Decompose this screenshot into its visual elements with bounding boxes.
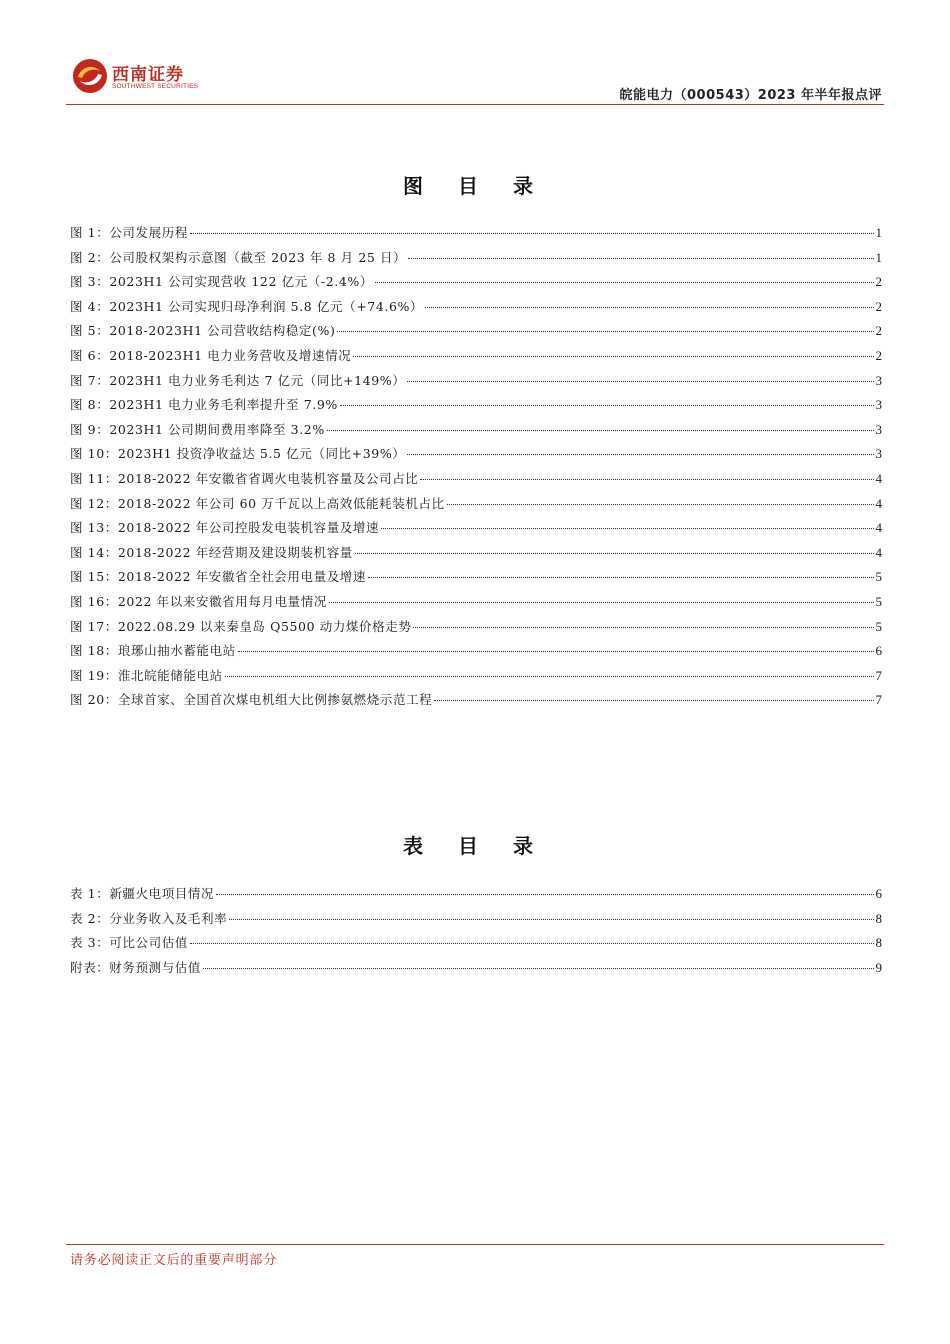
toc-entry-label: 图 5：2018-2023H1 公司营收结构稳定(%) bbox=[70, 323, 336, 339]
toc-entry-label: 图 3：2023H1 公司实现营收 122 亿元（-2.4%） bbox=[70, 274, 373, 290]
figures-toc-list bbox=[70, 221, 882, 713]
dot-leader bbox=[216, 893, 873, 895]
dot-leader bbox=[340, 404, 874, 406]
table-toc-entry[interactable] bbox=[70, 956, 882, 981]
dot-leader bbox=[407, 453, 873, 455]
toc-entry-label: 附表：财务预测与估值 bbox=[70, 959, 202, 975]
toc-entry-label: 图 4：2023H1 公司实现归母净利润 5.8 亿元（+74.6%） bbox=[70, 298, 424, 314]
toc-page-number: 8 bbox=[875, 910, 882, 926]
toc-page-number: 4 bbox=[875, 544, 882, 560]
toc-page-number: 7 bbox=[875, 692, 882, 708]
dot-leader bbox=[408, 257, 873, 259]
dot-leader bbox=[353, 355, 873, 357]
dot-leader bbox=[329, 601, 874, 603]
toc-entry-label: 图 1：公司发展历程 bbox=[70, 225, 188, 240]
toc-page-number: 2 bbox=[875, 347, 882, 363]
dot-leader bbox=[434, 699, 873, 701]
dot-leader bbox=[381, 527, 873, 529]
toc-page-number: 1 bbox=[875, 225, 882, 240]
toc-page-number: 1 bbox=[875, 249, 882, 265]
figure-toc-entry[interactable] bbox=[70, 246, 882, 271]
toc-page-number: 5 bbox=[875, 593, 882, 609]
toc-page-number: 2 bbox=[875, 323, 882, 339]
toc-entry-label: 图 15：2018-2022 年安徽省全社会用电量及增速 bbox=[70, 569, 366, 585]
toc-entry-label: 图 19：淮北皖能储能电站 bbox=[70, 667, 223, 683]
dot-leader bbox=[355, 552, 874, 554]
figure-toc-entry[interactable] bbox=[70, 615, 882, 640]
toc-page-number: 3 bbox=[875, 421, 882, 437]
toc-page-number: 3 bbox=[875, 397, 882, 413]
toc-entry-label: 表 1：新疆火电项目情况 bbox=[70, 886, 215, 901]
figure-toc-entry[interactable] bbox=[70, 639, 882, 664]
figure-toc-entry[interactable] bbox=[70, 344, 882, 369]
tables-toc-title: 表 目 录 bbox=[403, 834, 547, 858]
figure-toc-entry[interactable] bbox=[70, 541, 882, 566]
dot-leader bbox=[420, 478, 873, 480]
dot-leader bbox=[375, 281, 874, 283]
toc-page-number: 4 bbox=[875, 520, 882, 536]
logo-english-name: SOUTHWEST SECURITIES bbox=[112, 83, 199, 90]
dot-leader bbox=[190, 942, 874, 944]
figure-toc-entry[interactable] bbox=[70, 467, 882, 492]
table-toc-entry[interactable] bbox=[70, 882, 882, 907]
toc-entry-label: 图 16：2022 年以来安徽省用每月电量情况 bbox=[70, 593, 327, 609]
figure-toc-entry[interactable] bbox=[70, 565, 882, 590]
footer-divider bbox=[66, 1244, 884, 1245]
figure-toc-entry[interactable] bbox=[70, 369, 882, 394]
figure-toc-entry[interactable] bbox=[70, 492, 882, 517]
figure-toc-entry[interactable] bbox=[70, 688, 882, 713]
dot-leader bbox=[413, 626, 873, 628]
report-title: 皖能电力（000543）2023 年半年报点评 bbox=[619, 88, 882, 103]
logo-chinese-name: 西南证券 bbox=[112, 65, 184, 85]
dot-leader bbox=[225, 675, 874, 677]
toc-page-number: 9 bbox=[875, 959, 882, 975]
toc-page-number: 5 bbox=[875, 618, 882, 634]
toc-entry-label: 图 20：全球首家、全国首次煤电机组大比例掺氨燃烧示范工程 bbox=[70, 692, 433, 708]
toc-entry-label: 图 13：2018-2022 年公司控股发电装机容量及增速 bbox=[70, 520, 380, 536]
dot-leader bbox=[229, 918, 873, 920]
toc-entry-label: 表 3：可比公司估值 bbox=[70, 935, 188, 951]
toc-page-number: 2 bbox=[875, 298, 882, 314]
figure-toc-entry[interactable] bbox=[70, 221, 882, 246]
dot-leader bbox=[407, 380, 873, 382]
figure-toc-entry[interactable] bbox=[70, 295, 882, 320]
figure-toc-entry[interactable] bbox=[70, 319, 882, 344]
toc-entry-label: 图 9：2023H1 公司期间费用率降至 3.2% bbox=[70, 421, 325, 437]
toc-page-number: 3 bbox=[875, 372, 882, 388]
toc-page-number: 3 bbox=[875, 446, 882, 462]
dot-leader bbox=[327, 429, 874, 431]
toc-entry-label: 表 2：分业务收入及毛利率 bbox=[70, 910, 228, 926]
table-toc-entry[interactable] bbox=[70, 907, 882, 932]
figure-toc-entry[interactable] bbox=[70, 442, 882, 467]
figure-toc-entry[interactable] bbox=[70, 393, 882, 418]
table-toc-entry[interactable] bbox=[70, 931, 882, 956]
dot-leader bbox=[368, 576, 874, 578]
dot-leader bbox=[447, 503, 874, 505]
figure-toc-entry[interactable] bbox=[70, 270, 882, 295]
toc-entry-label: 图 11：2018-2022 年安徽省省调火电装机容量及公司占比 bbox=[70, 470, 419, 486]
toc-entry-label: 图 7：2023H1 电力业务毛利达 7 亿元（同比+149%） bbox=[70, 372, 406, 388]
dot-leader bbox=[190, 232, 874, 234]
logo-icon bbox=[72, 58, 108, 94]
company-logo bbox=[72, 58, 222, 98]
tables-toc-list bbox=[70, 882, 882, 980]
toc-page-number: 6 bbox=[875, 643, 882, 659]
toc-entry-label: 图 8：2023H1 电力业务毛利率提升至 7.9% bbox=[70, 397, 338, 413]
dot-leader bbox=[238, 650, 874, 652]
toc-page-number: 6 bbox=[875, 886, 882, 901]
header-divider bbox=[66, 104, 884, 105]
toc-page-number: 5 bbox=[875, 569, 882, 585]
dot-leader bbox=[425, 306, 873, 308]
figure-toc-entry[interactable] bbox=[70, 664, 882, 689]
toc-entry-label: 图 2：公司股权架构示意图（截至 2023 年 8 月 25 日） bbox=[70, 249, 407, 265]
figure-toc-entry[interactable] bbox=[70, 516, 882, 541]
toc-page-number: 8 bbox=[875, 935, 882, 951]
page-header bbox=[0, 0, 950, 110]
toc-page-number: 4 bbox=[875, 495, 882, 511]
toc-entry-label: 图 17：2022.08.29 以来秦皇岛 Q5500 动力煤价格走势 bbox=[70, 618, 412, 634]
toc-entry-label: 图 6：2018-2023H1 电力业务营收及增速情况 bbox=[70, 347, 352, 363]
toc-page-number: 7 bbox=[875, 667, 882, 683]
figure-toc-entry[interactable] bbox=[70, 418, 882, 443]
toc-entry-label: 图 14：2018-2022 年经营期及建设期装机容量 bbox=[70, 544, 353, 560]
toc-entry-label: 图 18：琅琊山抽水蓄能电站 bbox=[70, 643, 236, 659]
figures-toc-title: 图 目 录 bbox=[403, 174, 547, 198]
toc-entry-label: 图 10：2023H1 投资净收益达 5.5 亿元（同比+39%） bbox=[70, 446, 406, 462]
dot-leader bbox=[203, 967, 873, 969]
toc-page-number: 4 bbox=[875, 470, 882, 486]
toc-entry-label: 图 12：2018-2022 年公司 60 万千瓦以上高效低能耗装机占比 bbox=[70, 495, 445, 511]
figure-toc-entry[interactable] bbox=[70, 590, 882, 615]
footer-disclaimer: 请务必阅读正文后的重要声明部分 bbox=[70, 1253, 278, 1268]
toc-page-number: 2 bbox=[875, 274, 882, 290]
dot-leader bbox=[337, 330, 873, 332]
